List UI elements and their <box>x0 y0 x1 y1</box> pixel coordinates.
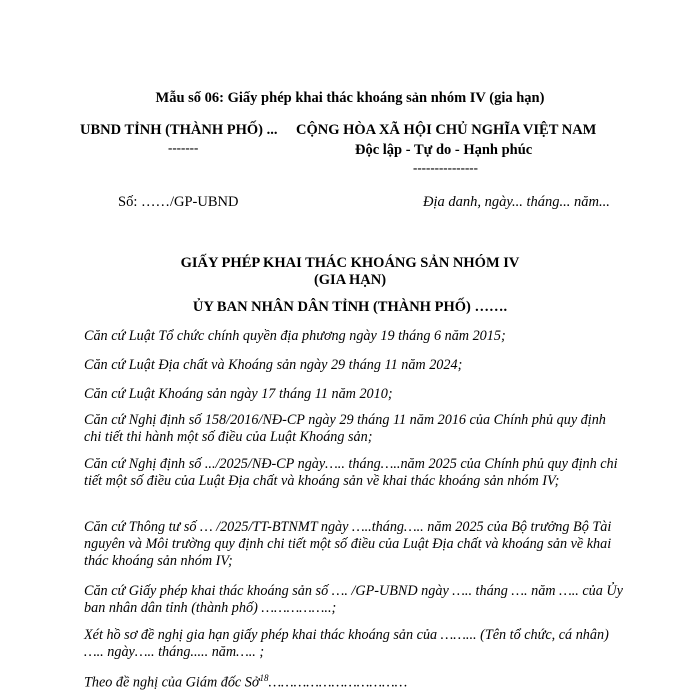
document-number: Số: ……/GP-UBND <box>118 194 239 210</box>
legal-basis-paragraph: Căn cứ Luật Khoáng sản ngày 17 tháng 11 năm 2010; <box>84 386 393 402</box>
form-heading: Mẫu số 06: Giấy phép khai thác khoáng sản nhóm IV (gia hạn) <box>155 90 545 106</box>
proposal-paragraph <box>84 673 407 692</box>
document-title: GIẤY PHÉP KHAI THÁC KHOÁNG SẢN NHÓM IV <box>180 255 520 271</box>
legal-basis-paragraph: Căn cứ Luật Tổ chức chính quyền địa phương ngày 19 tháng 6 năm 2015; <box>84 328 506 344</box>
agency-name: UBND TỈNH (THÀNH PHỐ) ... <box>80 122 278 138</box>
proposal-text: Theo đề nghị của Giám đốc Sở <box>84 674 260 691</box>
document-subtitle: (GIA HẠN) <box>313 272 387 288</box>
issuing-authority: ỦY BAN NHÂN DÂN TỈNH (THÀNH PHỐ) ……. <box>192 299 508 315</box>
agency-divider: ------- <box>168 140 199 155</box>
national-motto: Độc lập - Tự do - Hạnh phúc <box>355 142 533 158</box>
proposal-dots: …………………………… <box>268 674 408 691</box>
legal-basis-paragraph: Căn cứ Nghị định số 158/2016/NĐ-CP ngày 29 tháng 11 năm 2016 của Chính phủ quy định chi tiết thi hành một số điều của Luật Khoáng sản; <box>84 412 606 445</box>
nation-name: CỘNG HÒA XÃ HỘI CHỦ NGHĨA VIỆT NAM <box>296 122 597 138</box>
legal-basis-paragraph: Căn cứ Thông tư số … /2025/TT-BTNMT ngày …..tháng….. năm 2025 của Bộ trưởng Bộ Tài nguyên và Môi trường quy định chi tiết một số điều của Luật Địa chất và khoáng sản về khai thác khoáng sản nhóm IV; <box>84 519 612 569</box>
footnote-marker: 18 <box>259 673 269 683</box>
application-review-paragraph: Xét hồ sơ đề nghị gia hạn giấy phép khai thác khoáng sản của ……... (Tên tổ chức, cá nhân) ….. ngày….. tháng..... năm….. ; <box>84 627 609 660</box>
legal-basis-paragraph: Căn cứ Nghị định số .../2025/NĐ-CP ngày….. tháng…..năm 2025 của Chính phủ quy định chi tiết một số điều của Luật Địa chất và khoáng sản về khai thác khoáng sản nhóm IV; <box>84 456 618 489</box>
legal-basis-paragraph: Căn cứ Giấy phép khai thác khoáng sản số …. /GP-UBND ngày ….. tháng …. năm ….. của Ủy ban nhân dân tỉnh (thành phố) ……………..; <box>84 583 623 616</box>
legal-basis-paragraph: Căn cứ Luật Địa chất và Khoáng sản ngày 29 tháng 11 năm 2024; <box>84 357 463 373</box>
place-date: Địa danh, ngày... tháng... năm... <box>423 194 610 210</box>
motto-divider: --------------- <box>413 160 478 175</box>
